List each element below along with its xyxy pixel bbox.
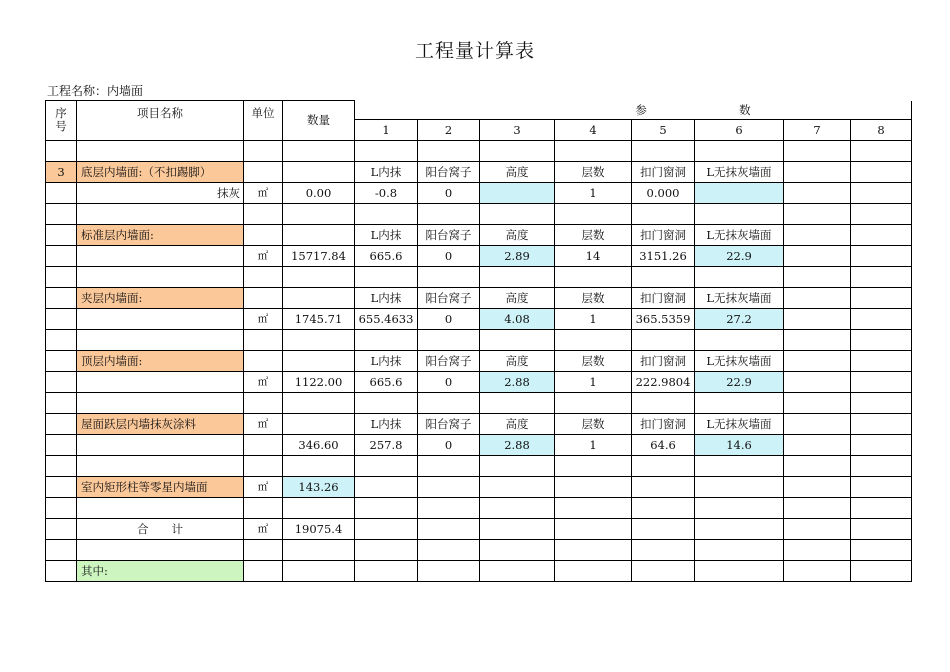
- page-title: 工程量计算表: [414, 40, 535, 62]
- param-label: L无抹灰墙面: [695, 413, 784, 434]
- col-num: 6: [695, 119, 784, 140]
- value-cell: -0.8: [355, 182, 418, 203]
- header-qty: 数量: [283, 101, 355, 141]
- param-label: L内抹: [355, 224, 418, 245]
- header-param-a: 参: [635, 102, 647, 117]
- param-label: 扣门窗洞: [632, 161, 695, 182]
- row-seq: 3: [46, 161, 77, 182]
- item-name: 屋面跃层内墙抹灰涂料: [77, 413, 244, 434]
- total-row: [46, 518, 912, 539]
- qty-cell: 143.26: [283, 476, 355, 497]
- value-cell: 3151.26: [632, 245, 695, 266]
- param-label: 扣门窗洞: [632, 413, 695, 434]
- table-row: [46, 455, 912, 476]
- header-item: 项目名称: [77, 101, 244, 141]
- value-cell: 0: [418, 182, 480, 203]
- unit-cell: ㎡: [244, 182, 283, 203]
- item-name: 标准层内墙面:: [77, 224, 244, 245]
- table-row: [46, 434, 912, 455]
- value-cell: 365.5359: [632, 308, 695, 329]
- table-row: [46, 560, 912, 581]
- value-cell: 2.89: [480, 245, 555, 266]
- value-cell: 665.6: [355, 371, 418, 392]
- project-name: 工程名称：内墙面: [47, 84, 144, 98]
- param-label: 阳台窝子: [418, 413, 480, 434]
- param-label: L内抹: [355, 413, 418, 434]
- table-row: [46, 539, 912, 560]
- col-num: 7: [784, 119, 851, 140]
- param-label: 层数: [555, 287, 632, 308]
- value-cell: 1: [555, 308, 632, 329]
- header-seq-line2: 号: [55, 119, 67, 134]
- param-label: 阳台窝子: [418, 161, 480, 182]
- param-label: 高度: [480, 161, 555, 182]
- table-row: [46, 224, 912, 245]
- col-num: 1: [355, 119, 418, 140]
- header-seq: [46, 101, 77, 141]
- unit-cell: ㎡: [244, 413, 283, 434]
- value-cell: 1: [555, 182, 632, 203]
- param-label: 层数: [555, 350, 632, 371]
- param-label: 阳台窝子: [418, 287, 480, 308]
- table-row: [46, 476, 912, 497]
- qty-cell: 15717.84: [283, 245, 355, 266]
- value-cell: 22.9: [695, 245, 784, 266]
- param-label: 阳台窝子: [418, 224, 480, 245]
- value-cell: 1: [555, 371, 632, 392]
- qty-cell: 1745.71: [283, 308, 355, 329]
- param-label: 高度: [480, 413, 555, 434]
- table-row: [46, 203, 912, 224]
- value-cell: [695, 182, 784, 203]
- calculation-table: [45, 100, 912, 582]
- header-params: [355, 101, 912, 120]
- param-label: 阳台窝子: [418, 350, 480, 371]
- param-label: 高度: [480, 224, 555, 245]
- total-label: 合 计: [77, 518, 244, 539]
- qty-cell: 0.00: [283, 182, 355, 203]
- total-qty: 19075.4: [283, 518, 355, 539]
- item-name: 室内矩形柱等零星内墙面: [77, 476, 244, 497]
- param-label: 层数: [555, 161, 632, 182]
- param-label: L无抹灰墙面: [695, 287, 784, 308]
- item-name: 其中:: [77, 560, 244, 581]
- param-label: 扣门窗洞: [632, 224, 695, 245]
- col-num: 4: [555, 119, 632, 140]
- table-row: [46, 266, 912, 287]
- table-row: [46, 413, 912, 434]
- table-row: [46, 392, 912, 413]
- param-label: 高度: [480, 287, 555, 308]
- value-cell: 0: [418, 245, 480, 266]
- value-cell: 257.8: [355, 434, 418, 455]
- unit-cell: ㎡: [244, 308, 283, 329]
- table-row: [46, 287, 912, 308]
- unit-cell: ㎡: [244, 476, 283, 497]
- qty-cell: 346.60: [283, 434, 355, 455]
- value-cell: 14: [555, 245, 632, 266]
- value-cell: 2.88: [480, 434, 555, 455]
- param-label: L内抹: [355, 350, 418, 371]
- table-row: [46, 140, 912, 161]
- param-label: L内抹: [355, 161, 418, 182]
- value-cell: 222.9804: [632, 371, 695, 392]
- value-cell: 14.6: [695, 434, 784, 455]
- table-row: [46, 182, 912, 203]
- value-cell: 22.9: [695, 371, 784, 392]
- table-row: [46, 371, 912, 392]
- value-cell: 0.000: [632, 182, 695, 203]
- col-num: 8: [851, 119, 912, 140]
- value-cell: 0: [418, 371, 480, 392]
- value-cell: [480, 182, 555, 203]
- table-row: [46, 497, 912, 518]
- param-label: 扣门窗洞: [632, 287, 695, 308]
- header-unit: 单位: [244, 101, 283, 141]
- col-num: 5: [632, 119, 695, 140]
- param-label: L无抹灰墙面: [695, 224, 784, 245]
- item-name: 顶层内墙面:: [77, 350, 244, 371]
- table-row: [46, 308, 912, 329]
- table-row: [46, 245, 912, 266]
- table-row: [46, 161, 912, 182]
- param-label: 层数: [555, 413, 632, 434]
- unit-cell: ㎡: [244, 371, 283, 392]
- item-name: 底层内墙面:（不扣踢脚）: [77, 161, 244, 182]
- param-label: L内抹: [355, 287, 418, 308]
- table-row: [46, 329, 912, 350]
- param-label: 扣门窗洞: [632, 350, 695, 371]
- col-num: 2: [418, 119, 480, 140]
- value-cell: 2.88: [480, 371, 555, 392]
- value-cell: 27.2: [695, 308, 784, 329]
- param-label: L无抹灰墙面: [695, 350, 784, 371]
- value-cell: 1: [555, 434, 632, 455]
- value-cell: 64.6: [632, 434, 695, 455]
- item-name: 夹层内墙面:: [77, 287, 244, 308]
- param-label: L无抹灰墙面: [695, 161, 784, 182]
- header-seq-line1: 序: [55, 106, 67, 121]
- qty-cell: 1122.00: [283, 371, 355, 392]
- value-cell: 0: [418, 308, 480, 329]
- param-label: 层数: [555, 224, 632, 245]
- param-label: 高度: [480, 350, 555, 371]
- header-row: [46, 101, 912, 120]
- col-num: 3: [480, 119, 555, 140]
- value-cell: 665.6: [355, 245, 418, 266]
- value-cell: 4.08: [480, 308, 555, 329]
- header-param-b: 数: [739, 102, 751, 117]
- value-cell: 0: [418, 434, 480, 455]
- table-row: [46, 350, 912, 371]
- item-name: 抹灰: [77, 182, 244, 203]
- unit-cell: ㎡: [244, 518, 283, 539]
- unit-cell: ㎡: [244, 245, 283, 266]
- value-cell: 655.4633: [355, 308, 418, 329]
